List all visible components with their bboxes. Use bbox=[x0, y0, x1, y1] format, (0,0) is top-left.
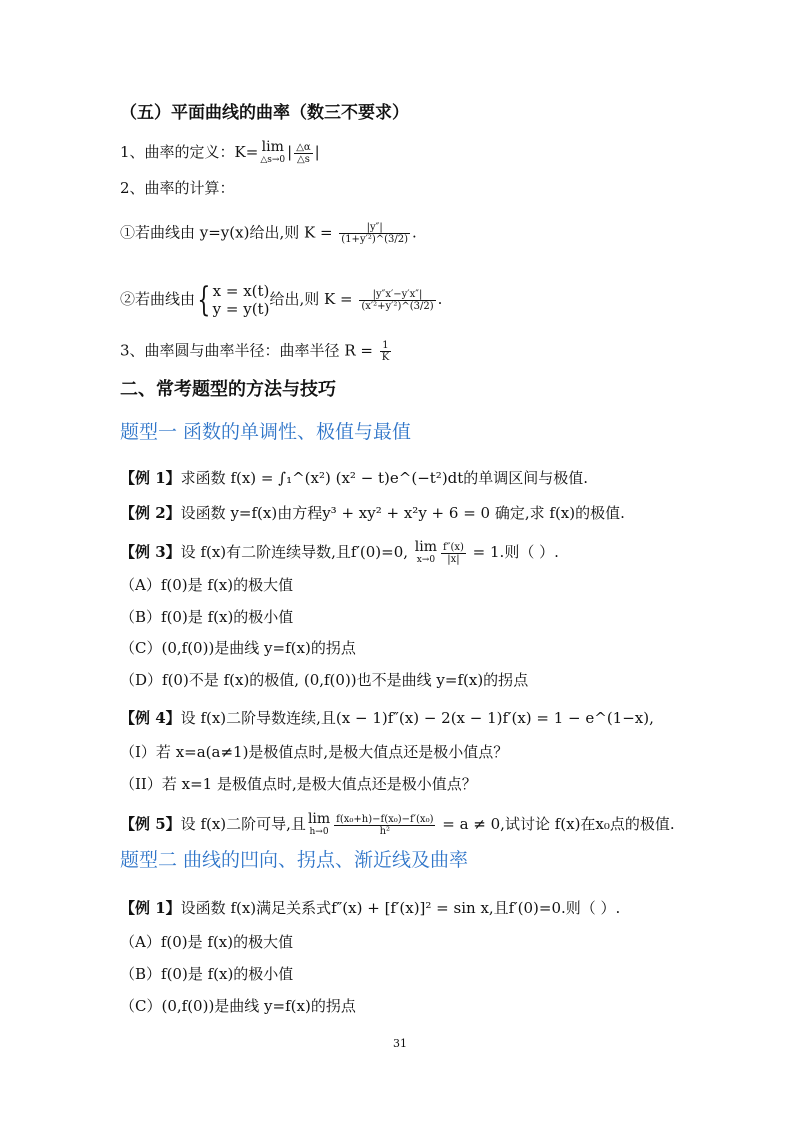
limit-expression: lim △s→0 bbox=[260, 139, 286, 165]
type1-example-4: 【例 4】设 f(x)二阶导数连续,且(x − 1)f″(x) − 2(x − 1)f′(x) = 1 − e^(1−x), bbox=[120, 709, 654, 727]
type-two-title: 题型二 曲线的凹向、拐点、渐近线及曲率 bbox=[120, 849, 469, 871]
section-title-curvature: （五）平面曲线的曲率（数三不要求） bbox=[120, 103, 409, 123]
type1-example-2: 【例 2】设函数 y=f(x)由方程y³ + xy² + x²y + 6 = 0 确定,求 f(x)的极值. bbox=[120, 504, 625, 522]
definition-prefix: 1、曲率的定义：K= bbox=[120, 143, 259, 161]
type1-example-3: 【例 3】设 f(x)有二阶连续导数,且f′(0)=0, lim x→0 $\frac{f''(x)}{|x|}$ = 1.则（ ）. bbox=[120, 539, 559, 565]
curvature-case-parametric: ②若曲线由{ x = x(t) y = y(t) 给出,则 K = $\frac{|y''x'-y'x''|}{\text{(x′²+y′²)\textasciicircum{}(3/2)}}$ . bbox=[120, 280, 443, 320]
case2-fraction: $\frac{|y''x'-y'x''|}{\text{(x′²+y′²)\textasciicircum{}(3/2)}}$ bbox=[361, 288, 434, 312]
ex5-fraction: $\frac{\text{f(x₀+h)−f(x₀)−f′(x₀)}}{\text{h²}}$ bbox=[336, 813, 434, 837]
part-two-title: 二、常考题型的方法与技巧 bbox=[120, 379, 336, 400]
type2-ex1-option-c: （C）(0,f(0))是曲线 y=f(x)的拐点 bbox=[120, 997, 356, 1015]
delta-fraction: $\frac{\triangle\alpha}{\triangle s}$ bbox=[296, 141, 311, 165]
type-one-title: 题型一 函数的单调性、极值与最值 bbox=[120, 421, 412, 443]
curvature-definition: 1、曲率的定义：K= lim △s→0 | $\frac{\triangle\alpha}{\triangle s}$ | bbox=[120, 139, 320, 165]
page-number: 31 bbox=[393, 1037, 407, 1050]
ex3-limit: lim x→0 bbox=[414, 539, 438, 565]
type1-example-5: 【例 5】设 f(x)二阶可导,且 lim h→0 $\frac{\text{f(x₀+h)−f(x₀)−f′(x₀)}}{\text{h²}}$ = a ≠ 0,试讨论 f(x)在x₀点的极值. bbox=[120, 811, 675, 837]
parametric-system: x = x(t) y = y(t) bbox=[212, 282, 270, 318]
ex5-limit: lim h→0 bbox=[307, 811, 331, 837]
type1-ex3-option-a: （A）f(0)是 f(x)的极大值 bbox=[120, 576, 294, 594]
ex3-fraction: $\frac{f''(x)}{|x|}$ bbox=[443, 541, 464, 565]
type2-example-1: 【例 1】设函数 f(x)满足关系式f″(x) + [f′(x)]² = sin x,且f′(0)=0.则（ ）. bbox=[120, 899, 621, 917]
type1-ex4-question-1: （I）若 x=a(a≠1)是极值点时,是极大值点还是极小值点？ bbox=[120, 743, 509, 761]
type1-ex3-option-d: （D）f(0)不是 f(x)的极值, (0,f(0))也不是曲线 y=f(x)的拐点 bbox=[120, 671, 529, 689]
type2-ex1-option-a: （A）f(0)是 f(x)的极大值 bbox=[120, 933, 294, 951]
type1-ex3-option-c: （C）(0,f(0))是曲线 y=f(x)的拐点 bbox=[120, 639, 356, 657]
type1-ex4-question-2: （II）若 x=1 是极值点时,是极大值点还是极小值点？ bbox=[120, 775, 477, 793]
curvature-case-explicit: ①若曲线由 y=y(x)给出,则 K = $\frac{|y''|}{\text{(1+y′²)\textasciicircum{}(3/2)}}$ . bbox=[120, 222, 417, 245]
curvature-calc-title: 2、曲率的计算： bbox=[120, 179, 235, 197]
left-brace: { bbox=[197, 280, 211, 320]
radius-fraction: $\frac{1}{K}$ bbox=[381, 340, 390, 363]
case1-fraction: $\frac{|y''|}{\text{(1+y′²)\textasciicircum{}(3/2)}}$ bbox=[341, 222, 409, 245]
type2-ex1-option-b: （B）f(0)是 f(x)的极小值 bbox=[120, 965, 294, 983]
type1-ex3-option-b: （B）f(0)是 f(x)的极小值 bbox=[120, 608, 294, 626]
type1-example-1: 【例 1】求函数 f(x) = ∫₁^(x²) (x² − t)e^(−t²)dt的单调区间与极值. bbox=[120, 469, 589, 487]
curvature-radius: 3、曲率圆与曲率半径：曲率半径 R = $\frac{1}{K}$ bbox=[120, 340, 390, 363]
